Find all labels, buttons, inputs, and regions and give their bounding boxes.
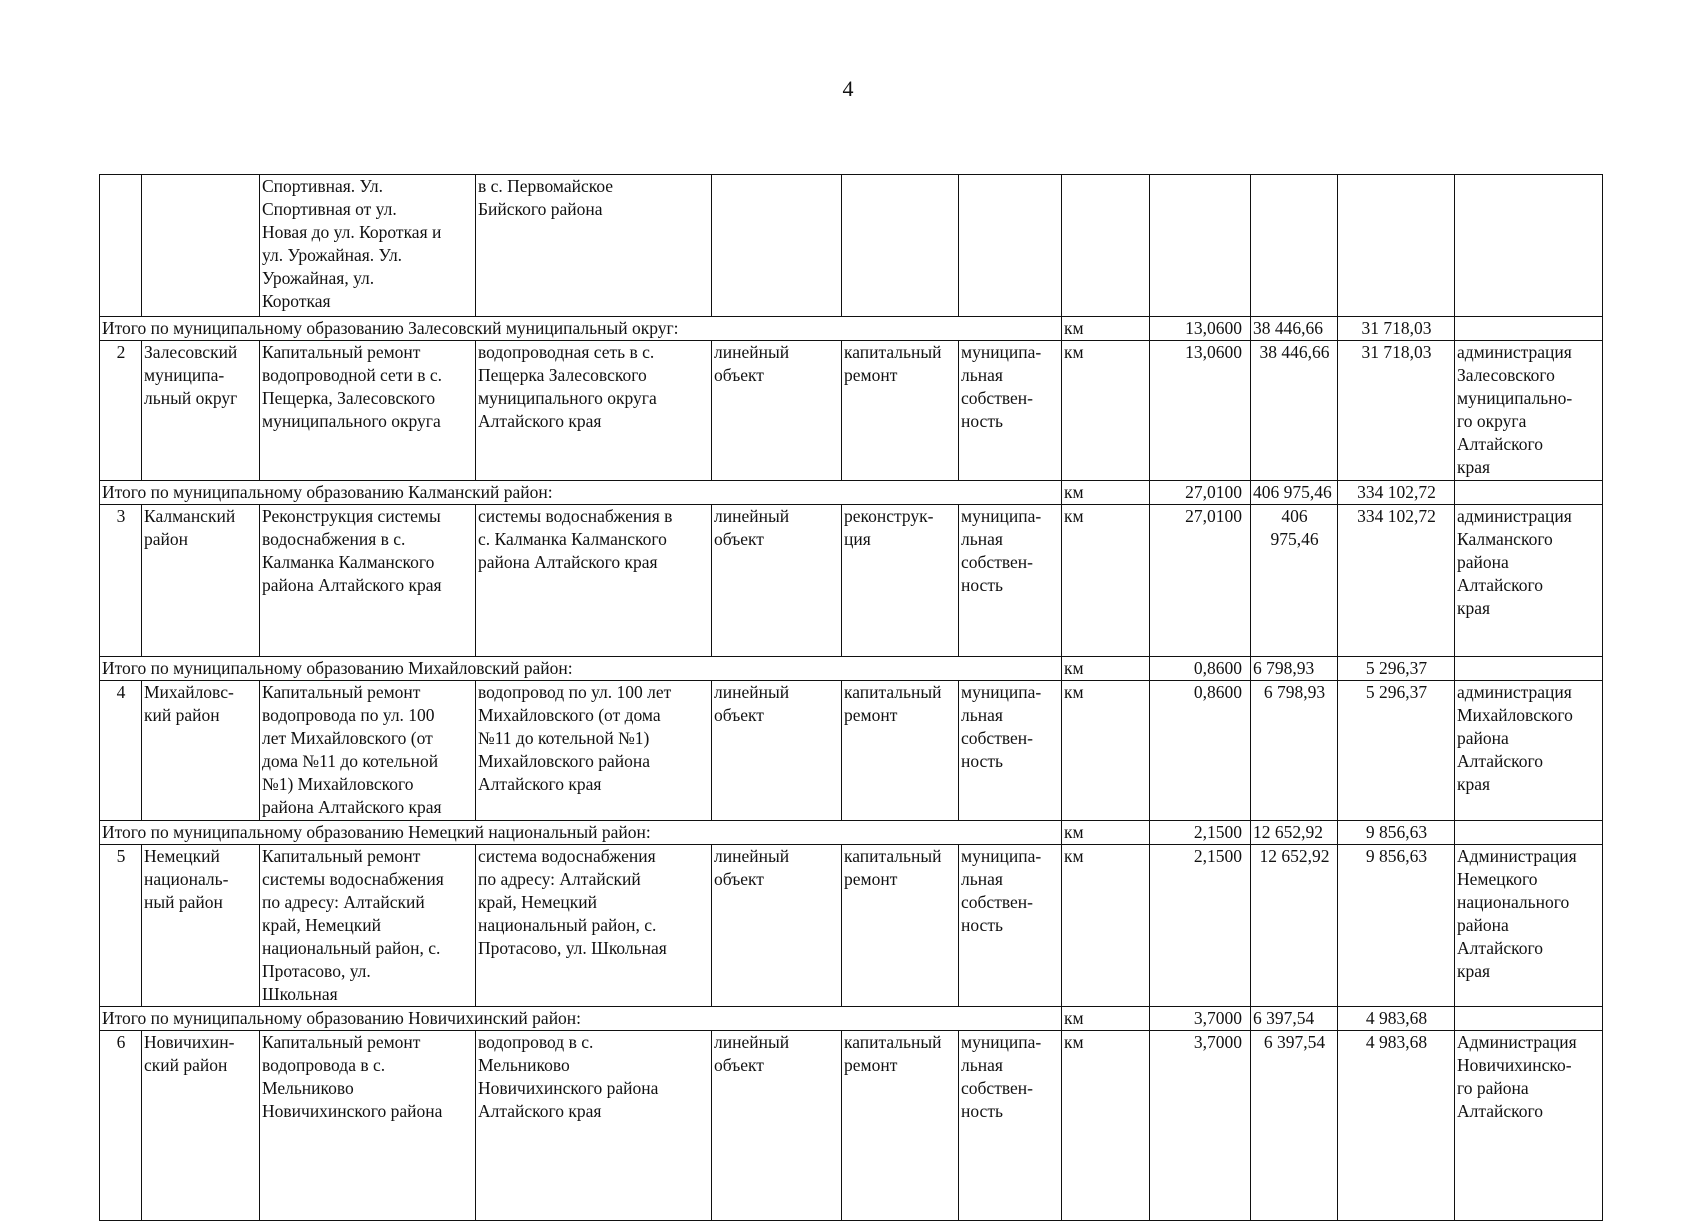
text-line: муниципа- — [961, 1032, 1042, 1052]
text-line: водоснабжения в с. — [262, 529, 406, 549]
cell-length: 27,0100 — [1150, 505, 1251, 657]
cell-object — [476, 175, 712, 317]
text-line: Алтайского — [1457, 434, 1543, 454]
cell-municipality — [142, 505, 260, 657]
cell-name — [260, 175, 476, 317]
cell-work — [842, 681, 959, 821]
cell-cost1 — [1251, 341, 1338, 481]
cell-num: 3 — [100, 505, 142, 657]
cell-cost2 — [1338, 175, 1455, 317]
summary-customer — [1455, 317, 1603, 341]
cell-customer — [1455, 1031, 1603, 1221]
text-line: собствен- — [961, 728, 1033, 748]
text-line: края — [1457, 961, 1491, 981]
text-line: край, Немецкий — [262, 915, 381, 935]
cell-length: 13,0600 — [1150, 341, 1251, 481]
text-line: района Алтайского края — [262, 797, 442, 817]
text-line: администрация — [1457, 506, 1572, 526]
text-line: ремонт — [844, 869, 898, 889]
summary-cost1: 38 446,66 — [1251, 317, 1338, 341]
cell-work — [842, 1031, 959, 1221]
text-line: ремонт — [844, 1055, 898, 1075]
cell-num: 6 — [100, 1031, 142, 1221]
cell-length: 0,8600 — [1150, 681, 1251, 821]
text-line: Алтайского края — [478, 1101, 602, 1121]
text-line: национального — [1457, 892, 1570, 912]
table-body — [100, 175, 1603, 1221]
text-line: лет Михайловского (от — [262, 728, 433, 748]
objects-table — [99, 174, 1603, 1221]
text-line: Спортивная от ул. — [262, 199, 397, 219]
text-line: ность — [961, 751, 1003, 771]
text-line: объект — [714, 529, 764, 549]
text-line: Калманского — [1457, 529, 1553, 549]
cell-unit: км — [1062, 845, 1150, 1007]
text-line: линейный — [714, 1032, 790, 1052]
cell-object — [476, 505, 712, 657]
text-line: Администрация — [1457, 846, 1577, 866]
cell-work — [842, 505, 959, 657]
summary-customer — [1455, 821, 1603, 845]
cell-object — [476, 681, 712, 821]
text-line: Короткая — [262, 291, 331, 311]
text-line: Бийского района — [478, 199, 603, 219]
text-line: края — [1457, 457, 1491, 477]
text-line: Алтайского — [1457, 751, 1543, 771]
cell-customer — [1455, 681, 1603, 821]
text-line: край, Немецкий — [478, 892, 597, 912]
summary-row — [100, 481, 1603, 505]
cell-ownership — [959, 175, 1062, 317]
text-line: линейный — [714, 506, 790, 526]
text-line: по адресу: Алтайский — [478, 869, 641, 889]
cell-unit: км — [1062, 505, 1150, 657]
summary-cost2: 31 718,03 — [1338, 317, 1455, 341]
text-line: района — [1457, 728, 1509, 748]
text-line: собствен- — [961, 892, 1033, 912]
summary-cost2: 334 102,72 — [1338, 481, 1455, 505]
summary-label: Итого по муниципальному образованию Немецкий национальный район: — [100, 821, 1062, 845]
cell-length: 3,7000 — [1150, 1031, 1251, 1221]
text-line: ция — [844, 529, 871, 549]
text-line: Залесовского — [1457, 365, 1555, 385]
cell-type — [712, 845, 842, 1007]
summary-length: 3,7000 — [1150, 1007, 1251, 1031]
text-line: ность — [961, 575, 1003, 595]
cell-num — [100, 175, 142, 317]
text-line: линейный — [714, 342, 790, 362]
text-line: с. Калманка Калманского — [478, 529, 667, 549]
text-line: Михайловского (от дома — [478, 705, 661, 725]
cell-cost2: 5 296,37 — [1338, 681, 1455, 821]
text-line: льная — [961, 365, 1003, 385]
summary-row — [100, 657, 1603, 681]
text-line: Капитальный ремонт — [262, 1032, 421, 1052]
summary-cost2: 9 856,63 — [1338, 821, 1455, 845]
text-line: водопровода в с. — [262, 1055, 386, 1075]
summary-unit: км — [1062, 481, 1150, 505]
text-line: администрация — [1457, 342, 1572, 362]
text-line: ность — [961, 411, 1003, 431]
cell-municipality — [142, 1031, 260, 1221]
cell-object — [476, 341, 712, 481]
summary-length: 0,8600 — [1150, 657, 1251, 681]
text-line: Новичихинского района — [478, 1078, 659, 1098]
summary-cost2: 4 983,68 — [1338, 1007, 1455, 1031]
cell-length — [1150, 175, 1251, 317]
text-line: объект — [714, 365, 764, 385]
text-line: кий район — [144, 705, 220, 725]
text-line: 38 446,66 — [1259, 342, 1330, 362]
text-line: №11 до котельной №1) — [478, 728, 650, 748]
text-line: Калманский — [144, 506, 236, 526]
text-line: Мельниково — [262, 1078, 354, 1098]
text-line: собствен- — [961, 552, 1033, 572]
summary-length: 13,0600 — [1150, 317, 1251, 341]
summary-length: 27,0100 — [1150, 481, 1251, 505]
text-line: капитальный — [844, 846, 942, 866]
cell-type — [712, 341, 842, 481]
text-line: ремонт — [844, 365, 898, 385]
text-line: го района — [1457, 1078, 1529, 1098]
summary-customer — [1455, 657, 1603, 681]
cell-ownership — [959, 845, 1062, 1007]
text-line: Алтайского — [1457, 575, 1543, 595]
cell-name — [260, 341, 476, 481]
cell-municipality — [142, 175, 260, 317]
cell-customer — [1455, 845, 1603, 1007]
text-line: ность — [961, 1101, 1003, 1121]
text-line: в с. Первомайское — [478, 176, 614, 196]
summary-row — [100, 317, 1603, 341]
text-line: линейный — [714, 682, 790, 702]
text-line: ул. Урожайная. Ул. — [262, 245, 403, 265]
cell-cost1 — [1251, 845, 1338, 1007]
text-line: муниципа- — [961, 846, 1042, 866]
text-line: Администрация — [1457, 1032, 1577, 1052]
text-line: 12 652,92 — [1259, 846, 1330, 866]
text-line: Капитальный ремонт — [262, 342, 421, 362]
cell-cost2: 9 856,63 — [1338, 845, 1455, 1007]
text-line: муниципа- — [961, 682, 1042, 702]
text-line: Михайловс- — [144, 682, 234, 702]
cell-unit: км — [1062, 1031, 1150, 1221]
text-line: 975,46 — [1270, 529, 1319, 549]
text-line: Немецкого — [1457, 869, 1538, 889]
cell-work — [842, 341, 959, 481]
text-line: льная — [961, 529, 1003, 549]
summary-label: Итого по муниципальному образованию Михайловский район: — [100, 657, 1062, 681]
cell-ownership — [959, 1031, 1062, 1221]
text-line: национальный район, с. — [478, 915, 657, 935]
text-line: Алтайского края — [478, 411, 602, 431]
cell-num: 4 — [100, 681, 142, 821]
cell-cost2: 31 718,03 — [1338, 341, 1455, 481]
cell-cost2: 334 102,72 — [1338, 505, 1455, 657]
summary-cost1: 6 798,93 — [1251, 657, 1338, 681]
text-line: Спортивная. Ул. — [262, 176, 384, 196]
summary-label: Итого по муниципальному образованию Залесовский муниципальный округ: — [100, 317, 1062, 341]
text-line: Капитальный ремонт — [262, 846, 421, 866]
text-line: водопровода по ул. 100 — [262, 705, 435, 725]
text-line: муниципа- — [144, 365, 225, 385]
text-line: по адресу: Алтайский — [262, 892, 425, 912]
text-line: линейный — [714, 846, 790, 866]
cell-unit: км — [1062, 341, 1150, 481]
summary-length: 2,1500 — [1150, 821, 1251, 845]
cell-cost1 — [1251, 505, 1338, 657]
text-line: края — [1457, 598, 1491, 618]
cell-ownership — [959, 341, 1062, 481]
cell-work — [842, 175, 959, 317]
text-line: Залесовский — [144, 342, 238, 362]
text-line: №1) Михайловского — [262, 774, 414, 794]
text-line: администрация — [1457, 682, 1572, 702]
text-line: Немецкий — [144, 846, 220, 866]
text-line: водопровод по ул. 100 лет — [478, 682, 672, 702]
continuation-row — [100, 175, 1603, 317]
table-row — [100, 505, 1603, 657]
text-line: националь- — [144, 869, 229, 889]
text-line: Новичихин- — [144, 1032, 235, 1052]
text-line: водопровод в с. — [478, 1032, 594, 1052]
text-line: Урожайная, ул. — [262, 268, 375, 288]
text-line: района Алтайского края — [478, 552, 658, 572]
cell-num: 2 — [100, 341, 142, 481]
table-row — [100, 1031, 1603, 1221]
text-line: собствен- — [961, 1078, 1033, 1098]
summary-cost2: 5 296,37 — [1338, 657, 1455, 681]
text-line: Новая до ул. Короткая и — [262, 222, 442, 242]
cell-name — [260, 1031, 476, 1221]
text-line: муниципа- — [961, 342, 1042, 362]
text-line: муниципально- — [1457, 388, 1573, 408]
text-line: 406 — [1281, 506, 1308, 526]
cell-municipality — [142, 341, 260, 481]
text-line: Новичихинско- — [1457, 1055, 1572, 1075]
cell-cost2: 4 983,68 — [1338, 1031, 1455, 1221]
text-line: собствен- — [961, 388, 1033, 408]
cell-municipality — [142, 845, 260, 1007]
text-line: водопроводной сети в с. — [262, 365, 442, 385]
text-line: района — [1457, 552, 1509, 572]
text-line: муниципального округа — [478, 388, 657, 408]
cell-customer — [1455, 341, 1603, 481]
text-line: Пещерка Залесовского — [478, 365, 647, 385]
text-line: капитальный — [844, 682, 942, 702]
cell-ownership — [959, 505, 1062, 657]
text-line: Михайловского района — [478, 751, 650, 771]
text-line: объект — [714, 869, 764, 889]
summary-row — [100, 1007, 1603, 1031]
cell-object — [476, 845, 712, 1007]
table-row — [100, 341, 1603, 481]
cell-customer — [1455, 505, 1603, 657]
table-row — [100, 845, 1603, 1007]
text-line: система водоснабжения — [478, 846, 656, 866]
text-line: Калманка Калманского — [262, 552, 435, 572]
summary-unit: км — [1062, 317, 1150, 341]
cell-ownership — [959, 681, 1062, 821]
text-line: район — [144, 529, 188, 549]
cell-name — [260, 681, 476, 821]
text-line: 6 798,93 — [1263, 682, 1326, 702]
text-line: капитальный — [844, 342, 942, 362]
cell-cost1 — [1251, 175, 1338, 317]
summary-cost1: 6 397,54 — [1251, 1007, 1338, 1031]
text-line: муниципального округа — [262, 411, 441, 431]
text-line: системы водоснабжения — [262, 869, 444, 889]
text-line: льный округ — [144, 388, 238, 408]
summary-unit: км — [1062, 657, 1150, 681]
text-line: района — [1457, 915, 1509, 935]
summary-unit: км — [1062, 1007, 1150, 1031]
text-line: ский район — [144, 1055, 228, 1075]
text-line: реконструк- — [844, 506, 934, 526]
summary-row — [100, 821, 1603, 845]
text-line: муниципа- — [961, 506, 1042, 526]
text-line: льная — [961, 869, 1003, 889]
text-line: края — [1457, 774, 1491, 794]
text-line: ность — [961, 915, 1003, 935]
text-line: Новичихинского района — [262, 1101, 443, 1121]
text-line: капитальный — [844, 1032, 942, 1052]
cell-type — [712, 681, 842, 821]
cell-num: 5 — [100, 845, 142, 1007]
summary-unit: км — [1062, 821, 1150, 845]
summary-customer — [1455, 481, 1603, 505]
cell-customer — [1455, 175, 1603, 317]
cell-unit: км — [1062, 681, 1150, 821]
summary-label: Итого по муниципальному образованию Новичихинский район: — [100, 1007, 1062, 1031]
text-line: Мельниково — [478, 1055, 570, 1075]
summary-customer — [1455, 1007, 1603, 1031]
text-line: льная — [961, 705, 1003, 725]
cell-cost1 — [1251, 1031, 1338, 1221]
text-line: Пещерка, Залесовского — [262, 388, 436, 408]
text-line: Алтайского — [1457, 1101, 1543, 1121]
summary-label: Итого по муниципальному образованию Калманский район: — [100, 481, 1062, 505]
cell-type — [712, 505, 842, 657]
cell-object — [476, 1031, 712, 1221]
text-line: объект — [714, 1055, 764, 1075]
text-line: национальный район, с. — [262, 938, 441, 958]
text-line: льная — [961, 1055, 1003, 1075]
cell-municipality — [142, 681, 260, 821]
text-line: Алтайского края — [478, 774, 602, 794]
text-line: ный район — [144, 892, 223, 912]
cell-unit — [1062, 175, 1150, 317]
cell-work — [842, 845, 959, 1007]
text-line: Алтайского — [1457, 938, 1543, 958]
summary-cost1: 406 975,46 — [1251, 481, 1338, 505]
cell-type — [712, 175, 842, 317]
text-line: Реконструкция системы — [262, 506, 441, 526]
text-line: водопроводная сеть в с. — [478, 342, 655, 362]
text-line: го округа — [1457, 411, 1527, 431]
text-line: объект — [714, 705, 764, 725]
cell-cost1 — [1251, 681, 1338, 821]
text-line: Протасово, ул. Школьная — [478, 938, 667, 958]
text-line: Школьная — [262, 984, 338, 1004]
text-line: Протасово, ул. — [262, 961, 371, 981]
cell-length: 2,1500 — [1150, 845, 1251, 1007]
text-line: ремонт — [844, 705, 898, 725]
cell-type — [712, 1031, 842, 1221]
page-number: 4 — [842, 76, 854, 101]
table-row — [100, 681, 1603, 821]
text-line: дома №11 до котельной — [262, 751, 439, 771]
cell-name — [260, 505, 476, 657]
text-line: района Алтайского края — [262, 575, 442, 595]
cell-name — [260, 845, 476, 1007]
text-line: 6 397,54 — [1263, 1032, 1326, 1052]
text-line: системы водоснабжения в — [478, 506, 673, 526]
text-line: Капитальный ремонт — [262, 682, 421, 702]
text-line: Михайловского — [1457, 705, 1573, 725]
summary-cost1: 12 652,92 — [1251, 821, 1338, 845]
